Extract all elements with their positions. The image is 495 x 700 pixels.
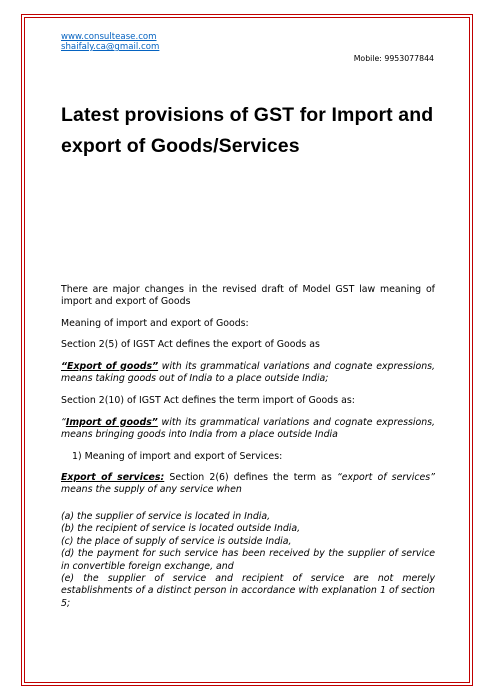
condition-item: (d) the payment for such service has been received by the supplier of service in convertible foreign exchange, and (61, 548, 435, 572)
export-goods-definition (61, 361, 435, 386)
mobile-number: Mobile: 9953077844 (353, 54, 434, 63)
export-services-term: Export of services: (61, 472, 165, 484)
import-goods-open-quote: “ (61, 416, 66, 428)
export-services-text: Section 2(6) defines the term as (164, 472, 337, 484)
export-goods-section-intro: Section 2(5) of IGST Act defines the export of Goods as (61, 339, 320, 351)
condition-item: (e) the supplier of service and recipient of service are not merely establishments of a distinct person in accordance with explanation 1 of section 5; (61, 572, 435, 609)
document-title: Latest provisions of GST for Import and export of Goods/Services (61, 104, 434, 157)
condition-item: (b) the recipient of service is located outside India, (61, 523, 301, 535)
import-goods-definition-text: with its grammatical variations and cognate expressions, means bringing goods into India from a place outside India (61, 416, 436, 441)
intro-paragraph: There are major changes in the revised draft of Model GST law meaning of import and export of Goods (61, 284, 435, 308)
website-link[interactable]: www.consultease.com (61, 32, 157, 42)
condition-item: (a) the supplier of service is located in India, (61, 510, 271, 522)
export-goods-term: “Export of goods” (61, 360, 159, 372)
import-goods-definition (61, 417, 435, 442)
document-body (61, 284, 435, 610)
condition-item: (c) the place of supply of service is outside India, (61, 535, 292, 547)
email-link[interactable]: shaifaly.ca@gmail.com (61, 42, 160, 52)
export-services-definition (61, 472, 435, 497)
export-goods-definition-text: with its grammatical variations and cognate expressions, means taking goods out of India to a place outside India; (61, 360, 435, 385)
export-services-quote: “export of services” means the supply of any service when (61, 472, 436, 496)
goods-meaning-heading: Meaning of import and export of Goods: (61, 317, 249, 329)
services-meaning-heading: 1) Meaning of import and export of Services: (72, 450, 283, 462)
import-goods-term: Import of goods” (65, 416, 158, 428)
import-goods-section-intro: Section 2(10) of IGST Act defines the term import of Goods as: (61, 395, 355, 407)
export-services-conditions (61, 511, 435, 610)
